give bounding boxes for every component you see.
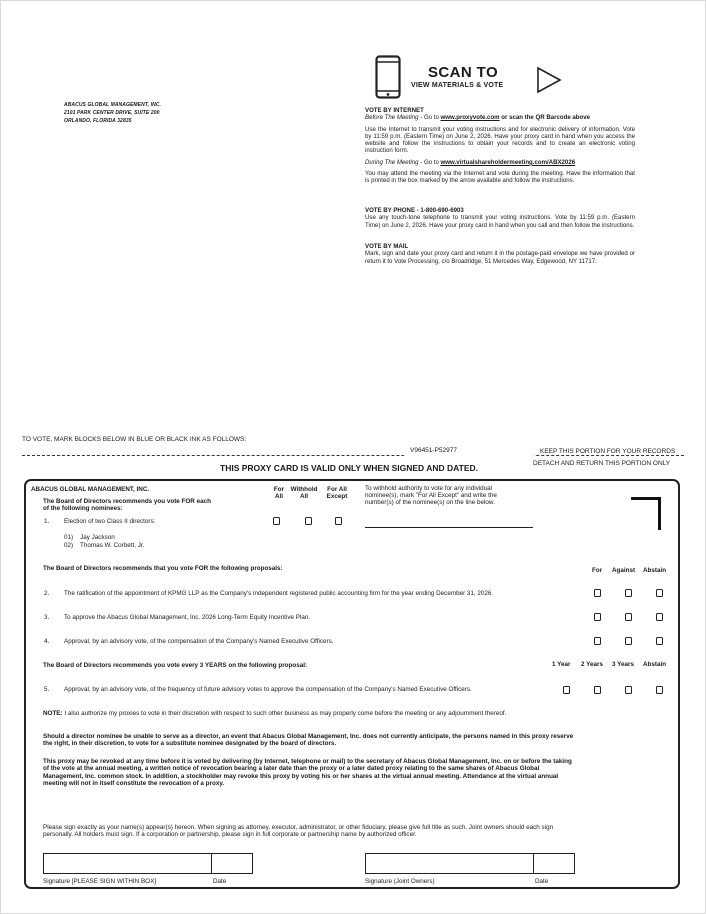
checkbox-item-5-1-year[interactable]: [563, 686, 570, 694]
smartphone-icon: [375, 55, 401, 99]
frequency-recommendation: The Board of Directors recommends you vote every 3 YEARS on the following proposal:: [43, 662, 308, 669]
card-company: ABACUS GLOBAL MANAGEMENT, INC.: [31, 486, 150, 493]
checkbox-item-2-abstain[interactable]: [656, 589, 663, 597]
note-paragraph: [43, 710, 578, 717]
col-for-all-1: For: [273, 486, 285, 493]
before-suffix: or scan the QR Barcode above: [499, 114, 591, 122]
withhold-instructions-3: number(s) of the nominee(s) on the line below.: [365, 499, 495, 506]
checkbox-item-4-for[interactable]: [594, 637, 601, 645]
proxy-card: [24, 479, 680, 889]
vote-internet-section: [365, 107, 635, 185]
col-forall-except-1: For All: [327, 486, 347, 493]
item-2-number: 2.: [44, 590, 50, 597]
address-line-3: ORLANDO, FLORIDA 32835: [64, 118, 132, 124]
date-label: Date: [213, 878, 227, 885]
vote-mail-section: [365, 243, 635, 265]
item-4-text: Approval, by an advisory vote, of the compensation of the Company's Named Executive Officers.: [64, 638, 334, 645]
item-5-text: Approval, by an advisory vote, of the frequency of future advisory votes to approve the compensation of the Company's Named Executive Officers.: [64, 686, 472, 693]
vote-internet-before: [365, 114, 635, 121]
scan-title: SCAN TO: [428, 64, 499, 81]
before-text: - Go to: [418, 114, 441, 122]
col-forall-except-2: Except: [326, 493, 348, 500]
joint-signature-label: Signature (Joint Owners): [365, 878, 435, 885]
note-text: I also authorize my proxies to vote in their discretion with respect to such other business as may properly come before the meeting or any adjournment thereof.: [62, 710, 507, 717]
signature-box[interactable]: [43, 853, 212, 874]
item-2-text: The ratification of the appointment of KPMG LLP as the Company's independent registered public accounting firm for the year ending December 31, 2026.: [64, 590, 494, 597]
during-label: During The Meeting: [365, 158, 419, 166]
joint-signature-box[interactable]: [365, 853, 534, 874]
proposals-recommendation: The Board of Directors recommends that you vote FOR the following proposals:: [43, 565, 283, 572]
checkbox-item-5-2-years[interactable]: [594, 686, 601, 694]
keep-portion-text: KEEP THIS PORTION FOR YOUR RECORDS: [540, 448, 676, 455]
checkbox-item-4-abstain[interactable]: [656, 637, 663, 645]
item-1-text: Election of two Class II directors:: [64, 518, 156, 525]
col-for-all-2: All: [274, 493, 284, 500]
proxyvote-link[interactable]: www.proxyvote.com: [440, 114, 500, 122]
vote-internet-during-body: You may attend the meeting via the Internet and vote during the meeting. Have the information that is printed in the box marked by the arrow available and follow the instructions.: [365, 170, 635, 185]
item-4-number: 4.: [44, 638, 50, 645]
joint-date-label: Date: [535, 878, 549, 885]
detach-line: [22, 455, 684, 456]
checkbox-item-4-against[interactable]: [625, 637, 632, 645]
play-arrow-icon: [536, 66, 562, 94]
signature-label: Signature [PLEASE SIGN WITHIN BOX]: [43, 878, 157, 885]
col-withhold-1: Withhold: [290, 486, 318, 493]
director-nominee-paragraph: Should a director nominee be unable to serve as a director, an event that Abacus Global Management, Inc. does not currently anticipate, the persons named in this proxy reserve the right, in their discretion, to vote for a substitute nominee designated by the board of directors.: [43, 733, 574, 748]
before-label: Before The Meeting: [365, 114, 419, 122]
control-number: V96451-P52977: [410, 447, 457, 454]
vote-phone-body: Use any touch-tone telephone to transmit your voting instructions. Vote by 11:59 p.m. (Eastern Time) on June 2, 2026. Have your proxy card in hand when you call and then follow the instructions.: [365, 214, 635, 229]
valid-notice: THIS PROXY CARD IS VALID ONLY WHEN SIGNED AND DATED.: [220, 463, 479, 473]
checkbox-item-2-for[interactable]: [594, 589, 601, 597]
item-5-number: 5.: [44, 686, 50, 693]
address-line-2: 2101 PARK CENTER DRIVE, SUITE 200: [64, 110, 160, 116]
except-write-line[interactable]: [365, 527, 533, 528]
vote-mail-heading: VOTE BY MAIL: [365, 243, 409, 250]
nominees-recommendation-2: of the following nominees:: [43, 505, 123, 512]
withhold-instructions-2: nominee(s), mark "For All Except" and write the: [365, 492, 497, 499]
col-for: For: [592, 567, 603, 574]
col-2-years: 2 Years: [581, 661, 603, 668]
company-address: [64, 101, 161, 125]
col-withhold-2: All: [299, 493, 309, 500]
address-line-1: ABACUS GLOBAL MANAGEMENT, INC.: [64, 102, 161, 108]
nominees-recommendation-1: The Board of Directors recommends you vote FOR each: [43, 498, 211, 505]
col-against: Against: [612, 567, 636, 574]
col-abstain-2: Abstain: [643, 661, 667, 668]
mark-instructions: TO VOTE, MARK BLOCKS BELOW IN BLUE OR BLACK INK AS FOLLOWS:: [22, 436, 247, 443]
vote-phone-section: [365, 207, 635, 229]
withhold-instructions-1: To withhold authority to vote for any individual: [365, 485, 493, 492]
vote-internet-body: Use the Internet to transmit your voting instructions and for electronic delivery of information. Vote by 11:59 p.m. (Eastern Time) on June 2, 2026. Have your proxy card in hand when you access the website and follow the instructions to obtain your records and to create an electronic voting instruction form.: [365, 125, 635, 155]
item-3-text: To approve the Abacus Global Management, Inc. 2026 Long-Term Equity Incentive Plan.: [64, 614, 311, 621]
detach-portion-text: DETACH AND RETURN THIS PORTION ONLY: [533, 460, 671, 467]
note-label: NOTE:: [43, 710, 63, 717]
col-3-years: 3 Years: [612, 661, 634, 668]
checkbox-for-all-except[interactable]: [335, 517, 342, 525]
nominee-1: 01) Jay Jackson: [64, 534, 115, 541]
checkbox-item-3-abstain[interactable]: [656, 613, 663, 621]
checkbox-for-all[interactable]: [273, 517, 280, 525]
col-1-year: 1 Year: [552, 661, 571, 668]
vote-mail-body: Mark, sign and date your proxy card and return it in the postage-paid envelope we have provided or return it to Vote Processing, c/o Broadridge, 51 Mercedes Way, Edgewood, NY 11717.: [365, 250, 635, 265]
checkbox-item-3-against[interactable]: [625, 613, 632, 621]
registration-corner-mark: [631, 497, 661, 530]
during-text: - Go to: [418, 158, 441, 166]
nominee-2: 02) Thomas W. Corbett, Jr.: [64, 542, 145, 549]
checkbox-item-5-3-years[interactable]: [625, 686, 632, 694]
vote-internet-during: [365, 159, 635, 166]
joint-date-box[interactable]: [533, 853, 575, 874]
signing-instructions: Please sign exactly as your name(s) appear(s) hereon. When signing as attorney, executor, administrator, or other fiduciary, please give full title as such. Joint owners should each sign personally. All holders must sign. If a corporation or partnership, please sign in full corporate or partnership name by authorized officer.: [43, 824, 554, 839]
vote-phone-heading: VOTE BY PHONE - 1-800-690-6903: [365, 207, 464, 214]
date-box[interactable]: [211, 853, 253, 874]
scan-subtitle: VIEW MATERIALS & VOTE: [411, 82, 504, 89]
checkbox-item-3-for[interactable]: [594, 613, 601, 621]
checkbox-item-2-against[interactable]: [625, 589, 632, 597]
virtual-meeting-link[interactable]: www.virtualshareholdermeeting.com/ABX2026: [440, 158, 576, 166]
vote-internet-heading: VOTE BY INTERNET: [365, 107, 424, 114]
checkbox-item-5-abstain[interactable]: [656, 686, 663, 694]
col-abstain: Abstain: [643, 567, 667, 574]
item-3-number: 3.: [44, 614, 50, 621]
checkbox-withhold-all[interactable]: [305, 517, 312, 525]
item-1-number: 1.: [44, 518, 50, 525]
revocation-paragraph: This proxy may be revoked at any time before it is voted by delivering (by Internet, telephone or mail) to the secretary of Abacus Global Management, Inc. on or before the taking of the vote at the annual meeting, a written notice of revocation bearing a later date than the proxy or a later dated proxy relating to the same shares of Abacus Global Management, Inc. common stock. In addition, a stockholder may revoke this proxy by voting his or her shares at the virtual annual meeting. Attendance at the virtual annual meeting will not in itself constitute the revocation of a proxy.: [43, 758, 572, 788]
